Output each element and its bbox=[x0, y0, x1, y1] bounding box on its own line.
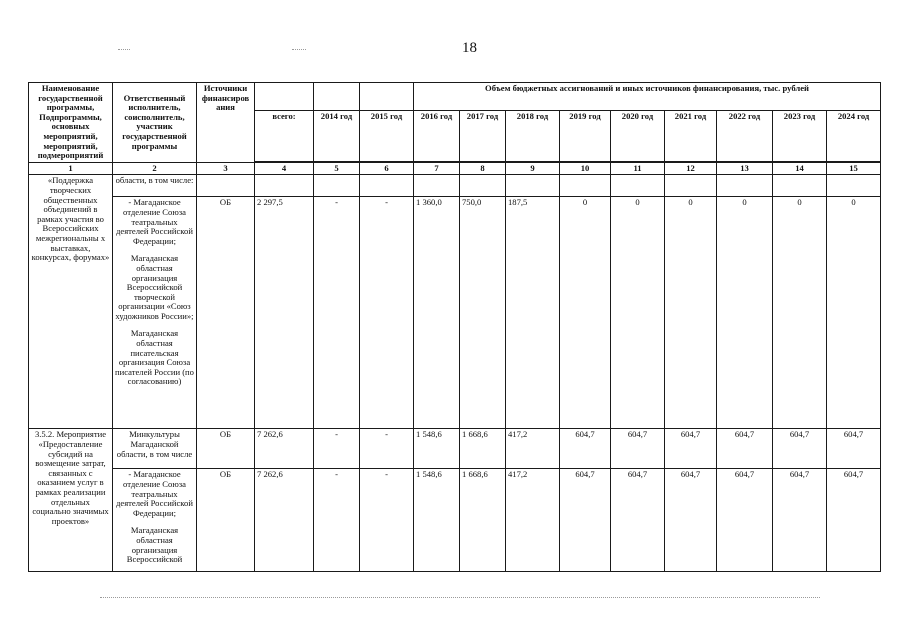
column-number: 1 bbox=[29, 162, 113, 175]
column-number: 9 bbox=[506, 162, 560, 175]
value-cell: 604,7 bbox=[611, 429, 665, 469]
header-blank-cell bbox=[314, 83, 360, 111]
executor-cell: Минкультуры Магаданской области, в том числе bbox=[113, 429, 197, 469]
header-year: 2020 год bbox=[611, 111, 665, 161]
value-cell: 1 668,6 bbox=[460, 429, 506, 469]
column-number: 13 bbox=[717, 162, 773, 175]
executor-cell bbox=[113, 197, 197, 429]
value-cell: - bbox=[360, 197, 414, 429]
value-cell: 1 548,6 bbox=[414, 429, 460, 469]
value-cell: - bbox=[314, 429, 360, 469]
value-cell: 2 297,5 bbox=[255, 197, 314, 429]
executor-entry: - Магаданское отделение Союза театральных деятелей Российской Федерации; bbox=[116, 469, 193, 518]
column-number: 7 bbox=[414, 162, 460, 175]
value-cell: - bbox=[314, 197, 360, 429]
table-row bbox=[29, 175, 881, 197]
value-cell: 187,5 bbox=[506, 197, 560, 429]
column-number: 14 bbox=[773, 162, 827, 175]
value-cell: 604,7 bbox=[560, 429, 611, 469]
value-cell: 417,2 bbox=[506, 429, 560, 469]
header-year: 2015 год bbox=[360, 111, 414, 161]
header-volume-title: Объем бюджетных ассигнований и иных источников финансирования, тыс. рублей bbox=[414, 83, 881, 111]
table-row bbox=[29, 197, 881, 429]
program-name-cell: «Поддержка творческих общественных объединений в рамках участия во Всероссийских межрегиональны х выставках, конкурсах, форумах» bbox=[29, 175, 113, 429]
program-name-cell: 3.5.2. Мероприятие «Предоставление субсидий на возмещение затрат, связанных с оказанием услуг в рамках реализации отдельных социально значимых проектов» bbox=[29, 429, 113, 572]
value-cell: 604,7 bbox=[560, 469, 611, 572]
column-number-row bbox=[29, 162, 881, 175]
scan-noise-top bbox=[118, 49, 130, 51]
value-cell: 604,7 bbox=[611, 469, 665, 572]
value-cell: 604,7 bbox=[665, 429, 717, 469]
header-executor: Ответственный исполнитель, соисполнитель, участник государственной программы bbox=[113, 83, 197, 163]
value-cell: 1 668,6 bbox=[460, 469, 506, 572]
value-cell: 0 bbox=[665, 197, 717, 429]
executor-entry: Магаданская областная писательская организация Союза писателей России (по согласованию) bbox=[115, 328, 194, 387]
value-cell: 604,7 bbox=[717, 469, 773, 572]
header-year: 2014 год bbox=[314, 111, 360, 161]
value-cell: 1 548,6 bbox=[414, 469, 460, 572]
source-cell: ОБ bbox=[197, 197, 255, 429]
scan-noise-top-2 bbox=[292, 49, 306, 51]
header-source: Источники финансиров ания bbox=[197, 83, 255, 163]
value-cell: 7 262,6 bbox=[255, 469, 314, 572]
header-year: 2022 год bbox=[717, 111, 773, 161]
value-cell: 7 262,6 bbox=[255, 429, 314, 469]
value-cell: 0 bbox=[560, 197, 611, 429]
value-cell: - bbox=[314, 469, 360, 572]
column-number: 4 bbox=[255, 162, 314, 175]
value-cell: 0 bbox=[717, 197, 773, 429]
value-cell: 1 360,0 bbox=[414, 197, 460, 429]
header-year: 2016 год bbox=[414, 111, 460, 161]
page-number: 18 bbox=[462, 40, 477, 56]
table-row bbox=[29, 469, 881, 572]
value-cell: 604,7 bbox=[827, 429, 881, 469]
executor-cell bbox=[113, 469, 197, 572]
column-number: 8 bbox=[460, 162, 506, 175]
header-year: 2021 год bbox=[665, 111, 717, 161]
executor-entry: - Магаданское отделение Союза театральных деятелей Российской Федерации; bbox=[116, 197, 193, 246]
executor-cell: области, в том числе: bbox=[113, 175, 197, 197]
column-number: 6 bbox=[360, 162, 414, 175]
value-cell: 604,7 bbox=[717, 429, 773, 469]
header-year: 2019 год bbox=[560, 111, 611, 161]
scan-noise-bottom bbox=[100, 597, 820, 599]
value-cell: 604,7 bbox=[665, 469, 717, 572]
budget-table bbox=[28, 82, 881, 572]
table-row bbox=[29, 429, 881, 469]
source-cell: ОБ bbox=[197, 469, 255, 572]
column-number: 15 bbox=[827, 162, 881, 175]
value-cell: 604,7 bbox=[773, 429, 827, 469]
header-year: 2023 год bbox=[773, 111, 827, 161]
source-cell: ОБ bbox=[197, 429, 255, 469]
value-cell: 0 bbox=[611, 197, 665, 429]
column-number: 5 bbox=[314, 162, 360, 175]
header-year: 2017 год bbox=[460, 111, 506, 161]
header-total: всего: bbox=[255, 111, 314, 161]
header-year: 2018 год bbox=[506, 111, 560, 161]
column-number: 3 bbox=[197, 162, 255, 175]
header-row-1 bbox=[29, 83, 881, 111]
column-number: 11 bbox=[611, 162, 665, 175]
column-number: 10 bbox=[560, 162, 611, 175]
value-cell: 604,7 bbox=[773, 469, 827, 572]
header-blank-cell bbox=[255, 83, 314, 111]
executor-entry: Магаданская областная организация Всероссийской творческой организации «Союз художников России»; bbox=[115, 253, 194, 321]
value-cell: 417,2 bbox=[506, 469, 560, 572]
executor-entry: Магаданская областная организация Всероссийской bbox=[126, 525, 183, 565]
value-cell: 0 bbox=[773, 197, 827, 429]
value-cell: - bbox=[360, 469, 414, 572]
column-number: 2 bbox=[113, 162, 197, 175]
value-cell: 604,7 bbox=[827, 469, 881, 572]
value-cell: 750,0 bbox=[460, 197, 506, 429]
header-year: 2024 год bbox=[827, 111, 881, 161]
value-cell: - bbox=[360, 429, 414, 469]
value-cell: 0 bbox=[827, 197, 881, 429]
header-blank-cell bbox=[360, 83, 414, 111]
column-number: 12 bbox=[665, 162, 717, 175]
header-program-name: Наименование государственной программы, Подпрограммы, основных мероприятий, мероприятий, подмероприятий bbox=[29, 83, 113, 163]
